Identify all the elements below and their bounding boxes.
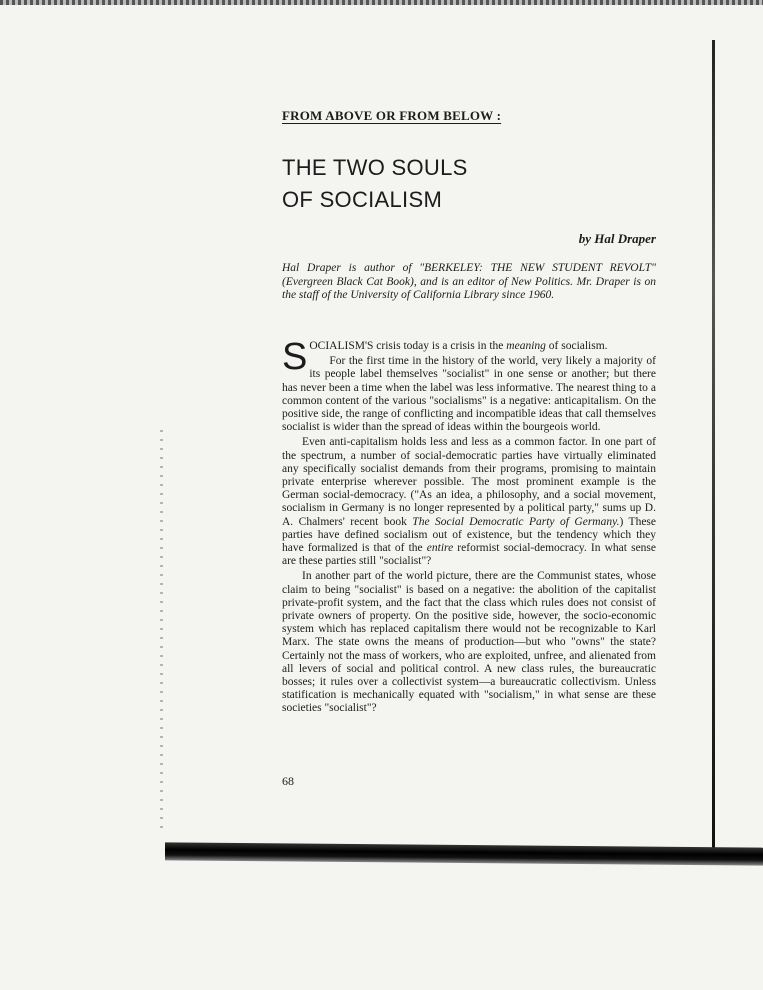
p3-text-c: reformist social-democracy. In what sense are these parties still "socialist"? [282,542,656,568]
p1-text-a: crisis today is a crisis in the [373,340,507,352]
scan-left-specks [160,430,163,830]
article-body [282,336,657,716]
paragraph-2: For the first time in the history of the world, very likely a majority of its people label themselves "socialist" in one sense or another; but there has never been a time when the label was less informative. The nearest thing to a common content of the various "socialisms" is a negative: anticapitalism. On the positive side, the range of conflicting and incompatible ideas that call themselves socialist is wider than the spread of ideas within the bourgeois world. [282,355,656,434]
section-label: FROM ABOVE OR FROM BELOW : [282,108,502,123]
scan-top-edge [0,0,763,5]
p1-emphasis: meaning [506,340,546,352]
p3-emphasis: entire [426,542,454,555]
paragraph-1 [282,336,656,378]
p3-book-title: The Social Democratic Party of Germany. [412,515,620,528]
p3-text-b: ) These parties have defined socialism out of existence, but the tendency which they have formalized is that of the [282,515,657,555]
page-number: 68 [282,774,294,788]
paragraph-3 [282,436,656,568]
opening-caps: OCIALISM'S [309,340,374,352]
article-title [282,152,662,216]
drop-cap: S [282,336,308,378]
scan-bottom-edge [165,842,763,865]
p3-text-a: Even anti-capitalism holds less and less as a common factor. In one part of the spectrum, a number of social-democratic parties have virtually eliminated any specifically socialist demands from their programs, promising to maintain private enterprise wherever possible. The most prominent example is the German social-democracy. ("As an idea, a philosophy, and a social movement, socialism in Germany is no longer represented by a political party," sums up D. A. Chalmers' recent book [282,436,656,528]
author-bio: Hal Draper is author of "BERKELEY: THE NEW STUDENT REVOLT" (Evergreen Black Cat Book), and is an editor of New Politics. Mr. Draper is on the staff of the University of California Library since 1960. [282,262,656,302]
byline: by Hal Draper [578,231,656,246]
title-line-1: THE TWO SOULS [282,155,468,180]
p1-text-b: of socialism. [545,340,608,352]
scan-right-edge [712,40,715,850]
title-line-2: OF SOCIALISM [282,187,443,212]
paragraph-4: In another part of the world picture, there are the Communist states, whose claim to being "socialist" is based on a negative: the abolition of the capitalist private-profit system, and the fact that the class which rules does not consist of private owners of property. On the positive side, however, the socio-economic system which has replaced capitalism there would not be recognizable to Karl Marx. The state owns the means of production—but who "owns" the state? Certainly not the mass of workers, who are exploited, unfree, and alienated from all levers of social and political control. A new class rules, the bureaucratic bosses; it rules over a collectivist system—a bureaucratic collectivism. Unless statification is mechanically equated with "socialism," in what sense are these societies "socialist"? [282,570,656,715]
